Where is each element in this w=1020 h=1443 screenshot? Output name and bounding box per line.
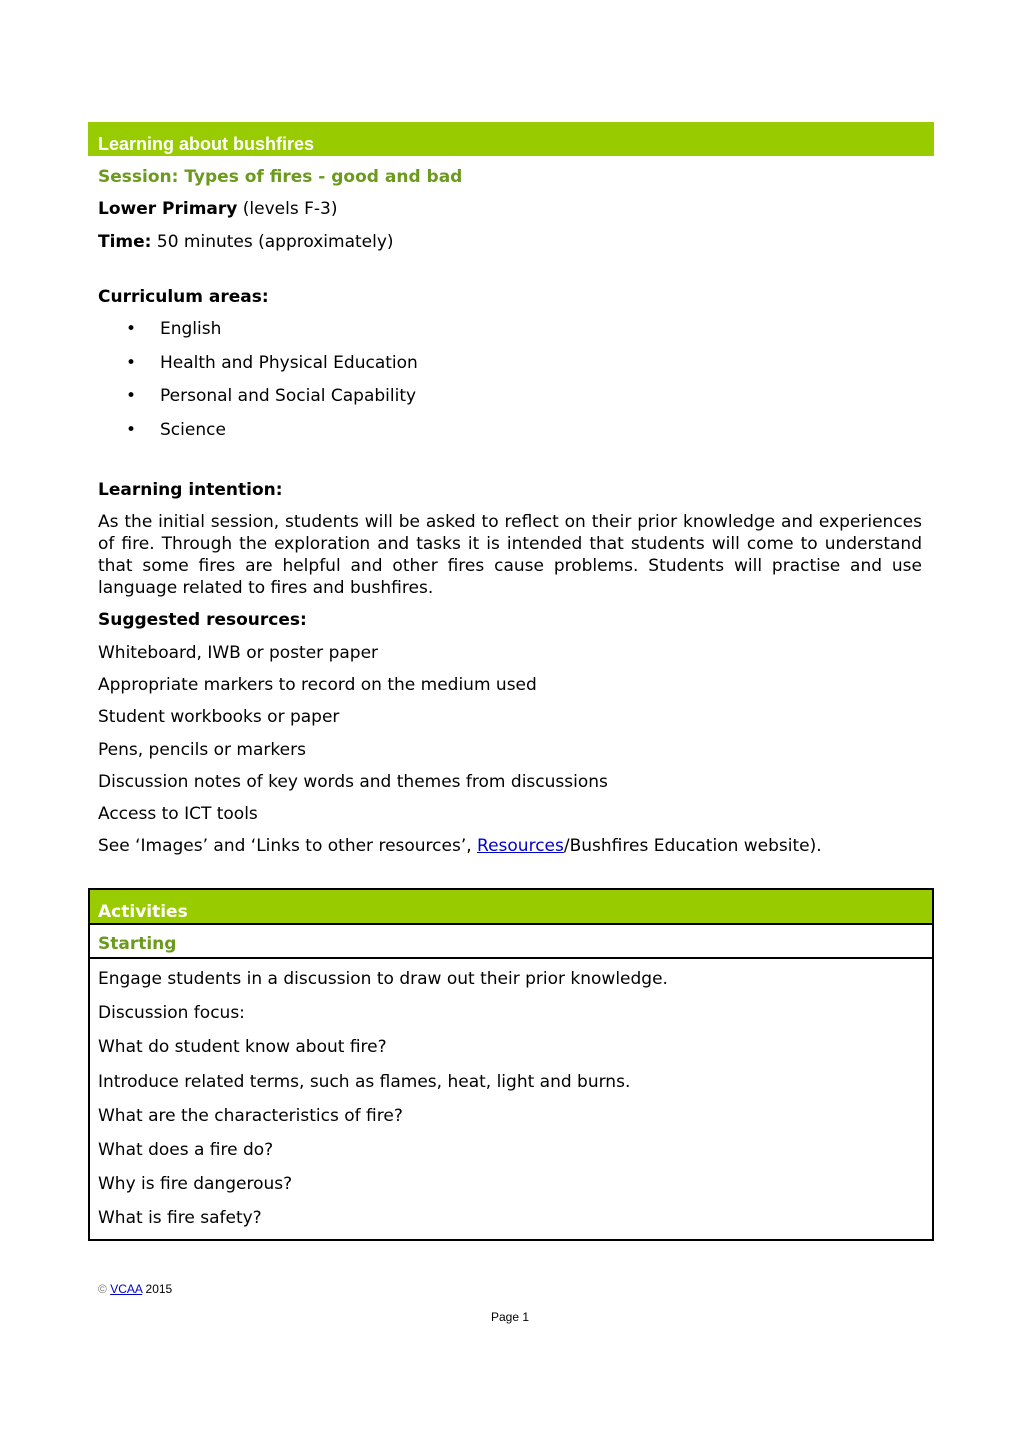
activities-list bbox=[98, 968, 668, 1242]
list-item: Discussion notes of key words and themes from discussions bbox=[98, 771, 608, 792]
list-item: What is fire safety? bbox=[98, 1208, 262, 1229]
resources-heading: Suggested resources: bbox=[98, 610, 307, 630]
time-line bbox=[98, 231, 394, 253]
list-item: • English bbox=[98, 316, 418, 350]
list-item: Engage students in a discussion to draw out their prior knowledge. bbox=[98, 969, 668, 989]
time-value: 50 minutes (approximately) bbox=[151, 232, 394, 252]
footer-copyright bbox=[98, 1282, 172, 1296]
see-prefix: See ‘Images’ and ‘Links to other resources’, bbox=[98, 836, 478, 857]
resources-list bbox=[98, 642, 822, 867]
curriculum-heading: Curriculum areas: bbox=[98, 287, 269, 307]
activities-header bbox=[90, 890, 932, 925]
starting-row bbox=[90, 925, 932, 959]
time-label: Time: bbox=[98, 232, 152, 252]
list-item: • Health and Physical Education bbox=[98, 350, 418, 384]
list-item: Appropriate markers to record on the medium used bbox=[98, 675, 537, 696]
list-item: Discussion focus: bbox=[98, 1003, 245, 1024]
intention-heading: Learning intention: bbox=[98, 480, 283, 500]
page-title: Learning about bushfires bbox=[98, 134, 315, 154]
list-item: Why is fire dangerous? bbox=[98, 1174, 293, 1195]
list-item: Introduce related terms, such as flames, heat, light and burns. bbox=[98, 1071, 631, 1092]
level-label: Lower Primary bbox=[98, 199, 238, 219]
see-resources-line bbox=[98, 835, 822, 867]
list-item: What does a fire do? bbox=[98, 1139, 274, 1160]
list-item: Student workbooks or paper bbox=[98, 707, 340, 728]
level-line bbox=[98, 198, 337, 220]
list-item: • Science bbox=[98, 417, 418, 451]
copyright-year: 2015 bbox=[142, 1282, 173, 1296]
copyright-icon: © bbox=[98, 1282, 107, 1296]
title-banner bbox=[88, 122, 934, 156]
starting-heading: Starting bbox=[98, 934, 177, 954]
vcaa-link[interactable]: VCAA bbox=[110, 1282, 143, 1296]
page-number: Page 1 bbox=[490, 1310, 530, 1324]
list-item: Access to ICT tools bbox=[98, 803, 258, 824]
list-item: What are the characteristics of fire? bbox=[98, 1105, 403, 1126]
list-item: Whiteboard, IWB or poster paper bbox=[98, 643, 379, 663]
session-title: Session: Types of fires - good and bad bbox=[98, 167, 463, 187]
activities-table bbox=[88, 888, 934, 1241]
list-item: What do student know about fire? bbox=[98, 1037, 387, 1058]
activities-heading: Activities bbox=[98, 902, 188, 922]
curriculum-list bbox=[98, 316, 418, 451]
list-item: • Personal and Social Capability bbox=[98, 383, 418, 417]
see-suffix: /Bushfires Education website). bbox=[563, 836, 822, 857]
list-item: Pens, pencils or markers bbox=[98, 739, 306, 760]
resources-link[interactable]: Resources bbox=[477, 836, 564, 857]
level-value: (levels F-3) bbox=[237, 199, 338, 219]
intention-text: As the initial session, students will be asked to reflect on their prior knowledge and experiences of fire. Through the exploration and tasks it is intended that students will come to understand that some fires are helpful and other fires cause problems. Students will practise and use language related to fires and bushfires. bbox=[98, 512, 922, 598]
